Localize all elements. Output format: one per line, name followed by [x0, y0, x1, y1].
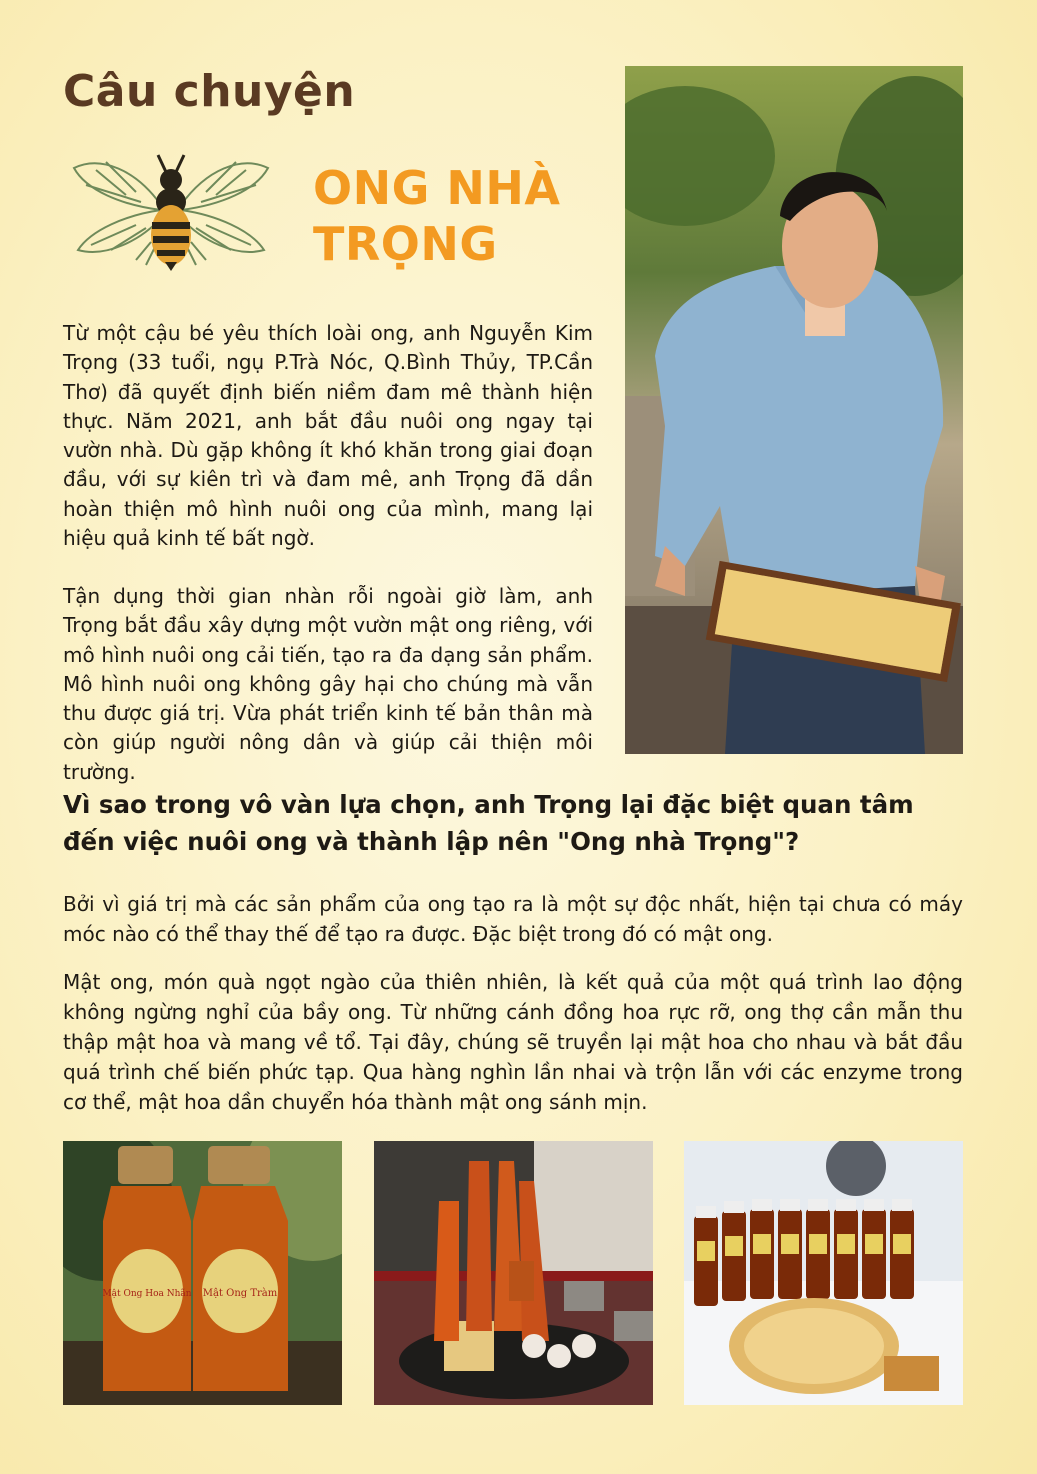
body-paragraph-2: Mật ong, món quà ngọt ngào của thiên nhiên, là kết quả của một quá trình lao động không ngừng nghỉ của bầy ong. Từ những cánh đồng hoa rực rỡ, ong thợ cần mẫn thu thập mật hoa và mang về tổ. Tại đây, chúng sẽ truyền lại mật hoa cho nhau và bắt đầu quá trình chế biến phức tạp. Qua hàng nghìn lần nhai và trộn lẫn với các enzyme trong cơ thể, mật hoa dần chuyển hóa thành mật ong sánh mịn. — [63, 970, 963, 1114]
body-paragraph-1: Bởi vì giá trị mà các sản phẩm của ong tạo ra là một sự độc nhất, hiện tại chưa có máy móc nào có thể thay thế để tạo ra được. Đặc biệt trong đó có mật ong. — [63, 892, 963, 946]
brand-line-1: ONG NHÀ — [313, 161, 561, 215]
intro-paragraph-2: Tận dụng thời gian nhàn rỗi ngoài giờ làm, anh Trọng bắt đầu xây dựng một vườn mật ong riêng, với mô hình nuôi ong cải tiến, tạo ra đa dạng sản phẩm. Mô hình nuôi ong không gây hại cho chúng mà vẫn thu được giá trị. Vừa phát triển kinh tế bản thân mà còn giúp người nông dân và giúp cải thiện môi trường. — [63, 584, 593, 784]
brand-name — [313, 160, 560, 272]
brand-line-2: TRỌNG — [313, 217, 498, 271]
page-title: Câu chuyện — [63, 66, 356, 117]
bottle-label-left: Mật Ong Hoa Nhãn — [102, 1289, 192, 1299]
section-question-heading: Vì sao trong vô vàn lựa chọn, anh Trọng lại đặc biệt quan tâm đến việc nuôi ong và thành lập nên "Ong nhà Trọng"? — [63, 790, 914, 856]
intro-paragraph-1: Từ một cậu bé yêu thích loài ong, anh Nguyễn Kim Trọng (33 tuổi, ngụ P.Trà Nóc, Q.Bình Thủy, TP.Cần Thơ) đã quyết định biến niềm đam mê thành hiện thực. Năm 2021, anh bắt đầu nuôi ong ngay tại vườn nhà. Dù gặp không ít khó khăn trong giai đoạn đầu, với sự kiên trì và đam mê, anh Trọng đã dần hoàn thiện mô hình nuôi ong của mình, mang lại hiệu quả kinh tế bất ngờ. — [63, 321, 593, 551]
beekeeper-photo — [625, 66, 963, 754]
honey-bottles-photo — [63, 1141, 342, 1405]
bee-logo-icon — [66, 150, 276, 272]
honey-tray-photo — [374, 1141, 653, 1405]
honey-products-photo — [684, 1141, 963, 1405]
bottle-label-right: Mật Ong Tràm — [202, 1288, 278, 1299]
